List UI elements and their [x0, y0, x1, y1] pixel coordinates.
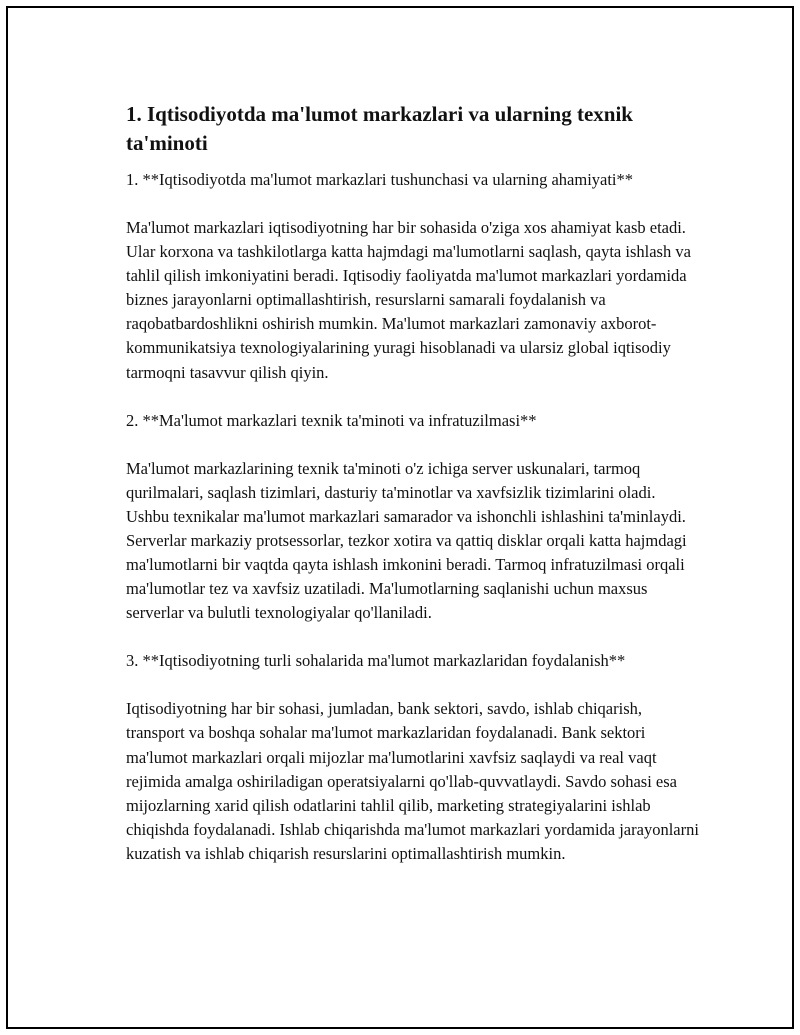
- document-content: [126, 100, 701, 890]
- section-heading-1: 1. **Iqtisodiyotda ma'lumot markazlari tushunchasi va ularning ahamiyati**: [126, 170, 634, 189]
- section-heading-3: 3. **Iqtisodiyotning turli sohalarida ma'lumot markazlaridan foydalanish**: [126, 651, 626, 671]
- section-paragraph-3: Iqtisodiyotning har bir sohasi, jumladan, bank sektori, savdo, ishlab chiqarish, transport va boshqa sohalar ma'lumot markazlaridan foydalanadi. Bank sektori ma'lumot markazlari orqali mijozlar ma'lumotlarini xavfsiz saqlaydi va real vaqt rejimida amalga oshiriladigan operatsiyalarni qo'llab-quvvatlaydi. Savdo sohasi esa mijozlarning xarid qilish odatlarini tahlil qilib, marketing strategiyalarini ishlab chiqishda foydalanadi. Ishlab chiqarishda ma'lumot markazlari yordamida jarayonlarni kuzatish va ishlab chiqarish resurslarini optimallashtirish mumkin.: [126, 699, 699, 863]
- section-paragraph-1: Ma'lumot markazlari iqtisodiyotning har bir sohasida o'ziga xos ahamiyat kasb etadi. Ular korxona va tashkilotlarga katta hajmdagi ma'lumotlarni saqlash, qayta ishlash va tahlil qilish imkoniyatini beradi. Iqtisodiy faoliyatda ma'lumot markazlari yordamida biznes jarayonlarni optimallashtirish, resurslarni samarali foydalanish va raqobatbardoshlikni oshirish mumkin. Ma'lumot markazlari zamonaviy axborot-kommunikatsiya texnologiyalarining yuragi hisoblanadi va ularsiz global iqtisodiy tarmoqni tasavvur qilish qiyin.: [126, 218, 691, 382]
- section-heading-2: 2. **Ma'lumot markazlari texnik ta'minoti va infratuzilmasi**: [126, 410, 537, 430]
- document-title: 1. Iqtisodiyotda ma'lumot markazlari va ularning texnik ta'minoti: [126, 102, 633, 155]
- section-paragraph-2: Ma'lumot markazlarining texnik ta'minoti o'z ichiga server uskunalari, tarmoq qurilmalari, saqlash tizimlari, dasturiy ta'minotlar va xavfsizlik tizimlarini oladi. Ushbu texnikalar ma'lumot markazlari samarador va ishonchli ishlashini ta'minlaydi. Serverlar markaziy protsessorlar, tezkor xotira va qattiq disklar orqali katta hajmdagi ma'lumotlarni bir vaqtda qayta ishlash imkonini beradi. Tarmoq infratuzilmasi orqali ma'lumotlar tez va xavfsiz uzatiladi. Ma'lumotlarning saqlanishi uchun maxsus serverlar va bulutli texnologiyalar qo'llaniladi.: [126, 458, 687, 623]
- page-border: [6, 6, 794, 1029]
